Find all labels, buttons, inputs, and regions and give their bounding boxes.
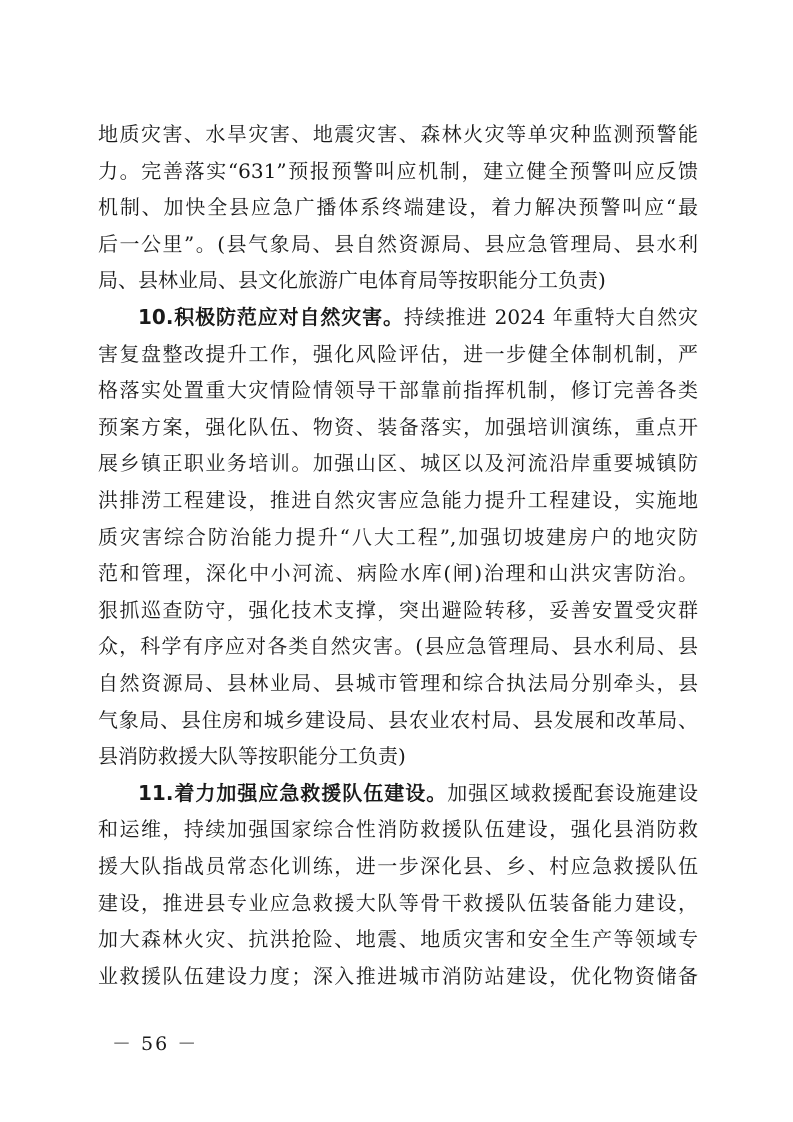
line-text: 洪排涝工程建设，推进自然灾害应急能力提升工程建设，实施地: [98, 488, 698, 512]
line-text: 范和管理，深化中小河流、病险水库(闸)治理和山洪灾害防治。: [98, 561, 698, 585]
line-text: 机制、加快全县应急广播体系终端建设，着力解决预警叫应“最: [98, 195, 698, 219]
line-text: 持续推进 2024 年重特大自然灾: [403, 305, 698, 329]
line-text: 地质灾害、水旱灾害、地震灾害、森林火灾等单灾种监测预警能: [98, 122, 698, 146]
section-first-line: [138, 780, 698, 806]
text-line: [98, 633, 698, 659]
text-line: [98, 963, 698, 989]
line-text: 展乡镇正职业务培训。加强山区、城区以及河流沿岸重要城镇防: [98, 451, 698, 475]
section-first-line: [138, 304, 698, 330]
text-line: [98, 743, 698, 769]
section-heading: 10.积极防范应对自然灾害。: [138, 305, 404, 329]
line-text: 狠抓巡查防守，强化技术支撑，突出避险转移，妥善安置受灾群: [98, 598, 698, 622]
text-line: [98, 670, 698, 696]
line-text: 质灾害综合防治能力提升“八大工程”,加强切坡建房户的地灾防: [98, 525, 698, 549]
line-text: 建设，推进县专业应急救援大队等骨干救援队伍装备能力建设，: [98, 891, 698, 915]
text-line: [98, 816, 698, 842]
text-line: [98, 524, 698, 550]
page-number: － 56 －: [112, 1033, 199, 1055]
line-text: 局、县林业局、县文化旅游广电体育局等按职能分工负责): [98, 268, 606, 292]
line-text: 众，科学有序应对各类自然灾害。(县应急管理局、县水利局、县: [98, 634, 698, 658]
line-text: 预案方案，强化队伍、物资、装备落实，加强培训演练，重点开: [98, 415, 698, 439]
text-line: [98, 707, 698, 733]
text-line: [98, 194, 698, 220]
text-line: [98, 341, 698, 367]
text-line: [98, 267, 698, 293]
text-line: [98, 853, 698, 879]
text-line: [98, 487, 698, 513]
text-line: [98, 560, 698, 586]
line-text: 格落实处置重大灾情险情领导干部靠前指挥机制，修订完善各类: [98, 378, 698, 402]
line-text: 县消防救援大队等按职能分工负责): [98, 744, 406, 768]
line-text: 和运维，持续加强国家综合性消防救援队伍建设，强化县消防救: [98, 817, 698, 841]
text-line: [98, 377, 698, 403]
text-line: [98, 450, 698, 476]
text-line: [98, 890, 698, 916]
line-text: 后一公里”。(县气象局、县自然资源局、县应急管理局、县水利: [98, 232, 698, 256]
line-text: 援大队指战员常态化训练，进一步深化县、乡、村应急救援队伍: [98, 854, 698, 878]
line-text: 业救援队伍建设力度；深入推进城市消防站建设，优化物资储备: [98, 964, 698, 988]
text-line: [98, 158, 698, 184]
line-text: 加大森林火灾、抗洪抢险、地震、地质灾害和安全生产等领域专: [98, 927, 698, 951]
line-text: 害复盘整改提升工作，强化风险评估，进一步健全体制机制，严: [98, 342, 698, 366]
line-text: 力。完善落实“631”预报预警叫应机制，建立健全预警叫应反馈: [98, 159, 698, 183]
line-text: 加强区域救援配套设施建设: [447, 781, 698, 805]
line-text: 气象局、县住房和城乡建设局、县农业农村局、县发展和改革局、: [98, 708, 698, 732]
text-line: [98, 597, 698, 623]
text-line: [98, 926, 698, 952]
text-line: [98, 414, 698, 440]
text-line: [98, 231, 698, 257]
line-text: 自然资源局、县林业局、县城市管理和综合执法局分别牵头，县: [98, 671, 698, 695]
text-line: [98, 121, 698, 147]
section-heading: 11.着力加强应急救援队伍建设。: [138, 781, 448, 805]
